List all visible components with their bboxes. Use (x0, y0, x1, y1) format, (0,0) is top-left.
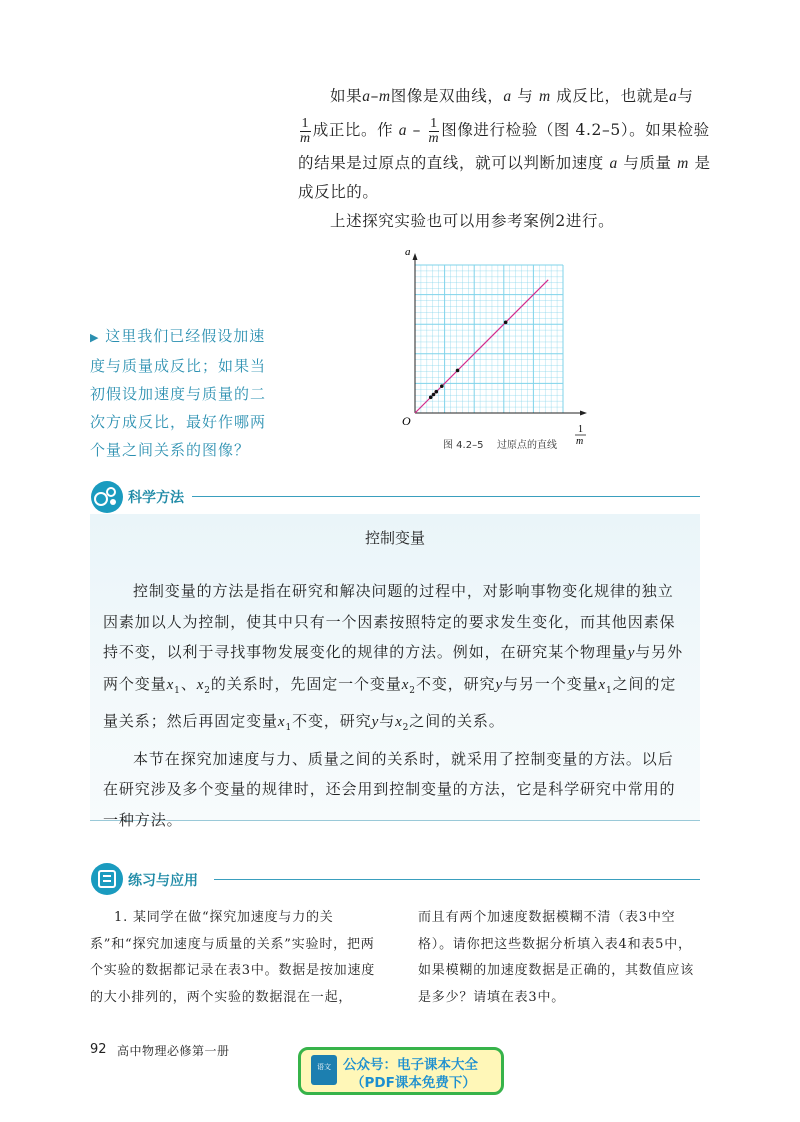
fraction-one-over-m: $\frac{1}{m}$ (300, 115, 311, 146)
practice-label: 练习与应用 (128, 873, 198, 889)
sidebar-note-text: 这里我们已经假设加速度与质量成反比；如果当初假设加速度与质量的二次方成反比，最好作哪两个量之间关系的图像？ (90, 327, 267, 459)
intro-line-3: 的结果是过原点的直线，就可以判断加速度 a 与质量 m 是 (298, 154, 711, 172)
watermark-book-icon: 语文 (311, 1055, 337, 1085)
data-point (440, 384, 444, 388)
intro-paragraph (298, 82, 711, 236)
intro-line-5: 上述探究实验也可以用参考案例2进行。 (330, 212, 615, 230)
figure-caption-number: 图 4.2–5 (443, 440, 484, 451)
data-point (432, 393, 436, 397)
exercise-1-number: 1. (114, 910, 129, 925)
sidebar-note (90, 322, 278, 464)
x-axis-label-numerator: 1 (578, 424, 583, 435)
fraction-one-over-m: $\frac{1}{m}$ (428, 115, 440, 146)
y-axis-arrow-icon (413, 253, 418, 260)
data-point (504, 321, 508, 325)
science-method-label: 科学方法 (128, 490, 184, 506)
science-method-title: 控制变量 (364, 529, 425, 547)
page-number: 92 (90, 1042, 107, 1057)
exercise-1-left-column (90, 905, 380, 1011)
practice-rule (214, 879, 700, 880)
data-point (456, 369, 460, 373)
intro-line-4: 成反比的。 (298, 183, 379, 201)
fit-line (415, 280, 548, 413)
practice-icon (90, 862, 124, 896)
intro-line-2: $\frac{1}{m}$ 成正比。作 a – $\frac{1}{m}$ 图像进行检验（图 4.2–5）。如果检验 (300, 115, 710, 146)
graph-plot (395, 245, 605, 460)
book-title: 高中物理必修第一册 (117, 1044, 230, 1058)
exercise-1-text-part-1: 某同学在做“探究加速度与力的关系”和“探究加速度与质量的关系”实验时，把两个实验的数据都记录在表3中。数据是按加速度的大小排列的，两个实验的数据混在一起， (90, 910, 376, 1005)
data-point (434, 390, 438, 394)
science-method-box (90, 514, 700, 829)
watermark-banner (298, 1047, 504, 1095)
science-method-paragraph-1: 控制变量的方法是指在研究和解决问题的过程中，对影响事物变化规律的独立因素加以人为控制，使其中只有一个因素按照特定的要求发生变化，而其他因素保持不变，以利于寻找事物发展变化的规律的方法。例如，在研究某个物理量y与另外两个变量$x_1$、$x_2$的关系时，先固定一个变量$x_2$不变，研究y与另一个变量$x_1$之间的定量关系；然后再固定变量$x_1$不变，研究y与$x_2$之间的关系。 (103, 582, 683, 733)
x-axis-arrow-icon (580, 411, 587, 416)
exercise-1-right-column: 而且有两个加速度数据模糊不清（表3中空格）。请你把这些数据分析填入表4和表5中，如果模糊的加速度数据是正确的，其数值应该是多少？请填在表3中。 (418, 910, 695, 1005)
watermark-line-1: 公众号：电子课本大全 (343, 1057, 478, 1073)
figure-4-2-5 (395, 245, 605, 460)
triangle-marker-icon: ▶ (90, 331, 100, 344)
x-axis-label-denominator: m (576, 436, 584, 447)
intro-line-1: 如果a–m图像是双曲线，a 与 m 成反比，也就是a与 (330, 87, 694, 105)
science-method-icon (90, 480, 124, 514)
figure-caption-text: 过原点的直线 (497, 440, 557, 451)
data-point (429, 395, 433, 399)
science-method-paragraph-2: 本节在探究加速度与力、质量之间的关系时，就采用了控制变量的方法。以后在研究涉及多个变量的规律时，还会用到控制变量的方法，它是科学研究中常用的一种方法。 (103, 749, 676, 829)
origin-label: O (402, 414, 411, 428)
watermark-line-2: （PDF课本免费下） (351, 1075, 476, 1091)
science-method-rule (192, 496, 700, 497)
y-axis-label: a (405, 246, 411, 258)
